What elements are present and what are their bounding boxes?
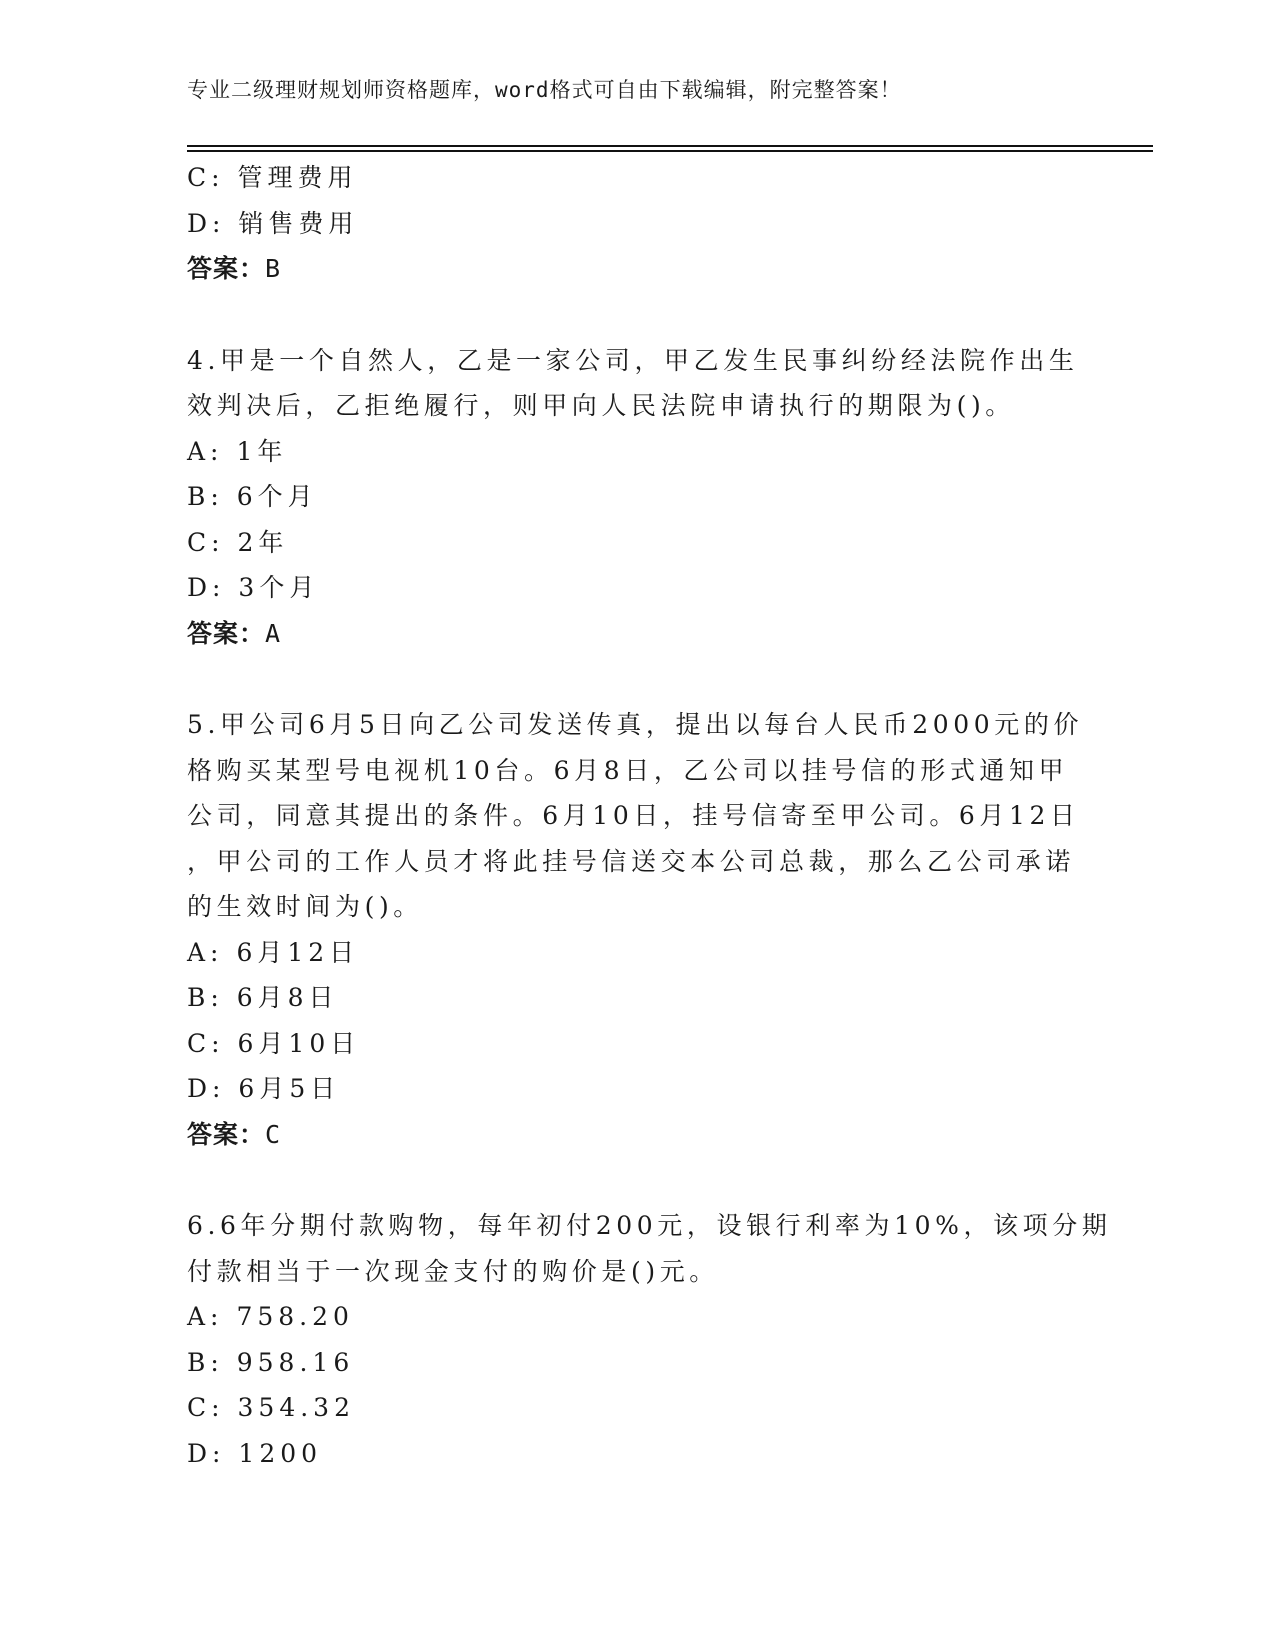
header-rule-bottom (187, 150, 1153, 152)
stem-line: 5.甲公司6月5日向乙公司发送传真，提出以每台人民币2000元的价 (187, 710, 1084, 739)
answer-line (187, 611, 1067, 657)
option-a (187, 1294, 1067, 1340)
option-text: 6个月 (236, 482, 318, 511)
option-a (187, 930, 1067, 976)
option-d (187, 565, 1067, 611)
option-text: 958.16 (236, 1347, 355, 1377)
option-text: 1年 (236, 436, 288, 466)
option-d (187, 1431, 1067, 1477)
option-key: D: (187, 573, 226, 602)
option-key: A: (187, 1302, 224, 1331)
answer-line (187, 1112, 1067, 1158)
option-c (187, 1021, 1067, 1067)
stem-line: 6.6年分期付款购物，每年初付200元，设银行利率为10%，该项分期 (187, 1211, 1112, 1240)
option-key: B: (187, 482, 224, 511)
stem-line: 公司，同意其提出的条件。6月10日，挂号信寄至甲公司。6月12日 (187, 801, 1080, 830)
question-3-tail (187, 155, 1067, 292)
option-key: D: (187, 1438, 226, 1468)
option-key: C: (187, 1028, 225, 1058)
option-key: A: (187, 937, 224, 967)
option-text: 3个月 (238, 573, 320, 602)
option-b (187, 1340, 1067, 1386)
option-b (187, 975, 1067, 1021)
stem-line: 的生效时间为()。 (187, 892, 423, 921)
answer-value: C (265, 1119, 282, 1149)
answer-value: A (265, 618, 282, 648)
option-text: 758.20 (236, 1302, 354, 1331)
answer-label: 答案： (187, 618, 266, 648)
option-key: B: (187, 1347, 224, 1377)
option-key: A: (187, 436, 224, 466)
option-text: 2年 (237, 527, 289, 557)
option-key: B: (187, 983, 224, 1012)
option-key: C: (187, 163, 225, 192)
answer-line (187, 246, 1067, 292)
question-4 (187, 338, 1079, 657)
option-d (187, 201, 1067, 247)
option-text: 管理费用 (237, 163, 358, 192)
option-d (187, 1066, 1067, 1112)
option-c (187, 1385, 1067, 1431)
answer-label: 答案： (187, 254, 266, 283)
stem-line: 格购买某型号电视机10台。6月8日，乙公司以挂号信的形式通知甲 (187, 755, 1069, 785)
page-header: 专业二级理财规划师资格题库，word格式可自由下载编辑，附完整答案！ (187, 78, 902, 102)
option-b (187, 474, 1067, 520)
option-key: C: (187, 527, 225, 557)
question-6 (187, 1203, 1112, 1476)
option-key: C: (187, 1393, 225, 1422)
question-stem (187, 702, 1084, 930)
question-5 (187, 702, 1084, 1157)
question-stem (187, 1203, 1112, 1294)
option-c (187, 520, 1067, 566)
option-text: 6月12日 (236, 937, 360, 967)
option-c (187, 155, 1067, 201)
option-key: D: (187, 1074, 226, 1103)
option-text: 1200 (238, 1438, 323, 1468)
question-content (187, 155, 1112, 1476)
option-key: D: (187, 208, 226, 238)
answer-value: B (265, 254, 282, 283)
option-text: 6月10日 (237, 1028, 361, 1058)
option-text: 销售费用 (238, 208, 359, 238)
option-text: 354.32 (237, 1393, 355, 1422)
stem-line: ，甲公司的工作人员才将此挂号信送交本公司总裁，那么乙公司承诺 (187, 846, 1076, 876)
stem-line: 付款相当于一次现金支付的购价是()元。 (187, 1256, 719, 1286)
answer-label: 答案： (187, 1119, 266, 1149)
option-text: 6月5日 (238, 1074, 341, 1103)
header-rule-top (187, 145, 1153, 147)
option-text: 6月8日 (236, 983, 339, 1012)
question-stem (187, 338, 1079, 429)
stem-line: 4.甲是一个自然人，乙是一家公司，甲乙发生民事纠纷经法院作出生 (187, 345, 1079, 375)
option-a (187, 429, 1067, 475)
stem-line: 效判决后，乙拒绝履行，则甲向人民法院申请执行的期限为()。 (187, 391, 1015, 420)
